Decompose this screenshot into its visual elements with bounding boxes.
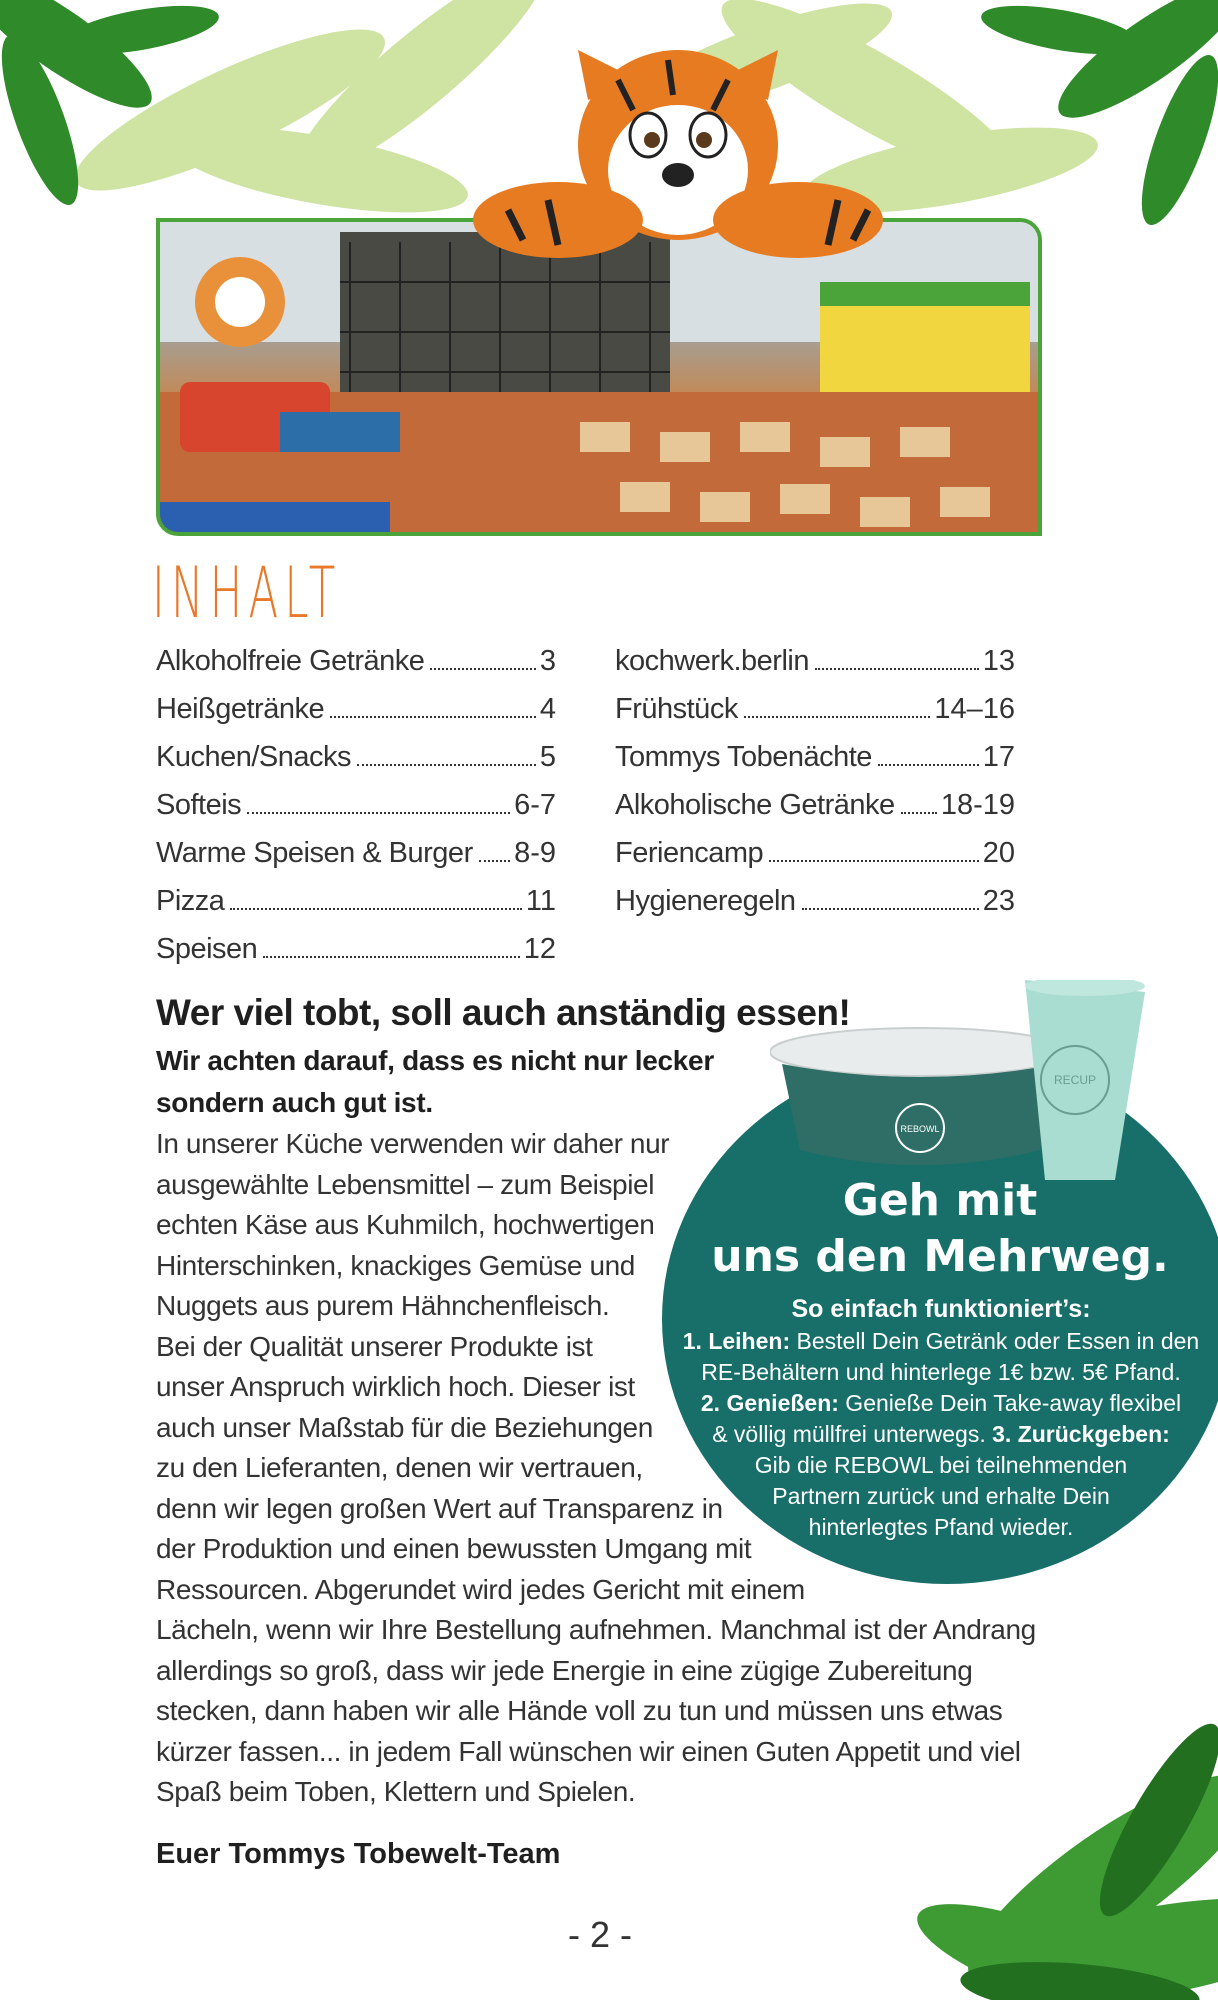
toc-entry-label: Feriencamp [615,837,764,869]
intro-body-line: unser Anspruch wirklich hoch. Dieser ist [156,1371,635,1402]
toc-leader-dots [230,907,521,910]
intro-body-line: auch unser Maßstab für die Beziehungen [156,1411,653,1443]
signature: Euer Tommys Tobewelt-Team [156,1838,561,1870]
toc-leader-dots [744,715,931,718]
toc-entry-label: kochwerk.berlin [615,645,809,677]
toc-title: INHALT [152,552,342,634]
intro-body-line: Bei der Qualität unserer Produkte ist [156,1330,593,1362]
toc-leader-dots [263,955,519,958]
mehrweg-title-line-2: uns den Mehrweg. [711,1231,1169,1282]
intro-body-line: ausgewählte Lebensmittel – zum Beispiel [156,1168,655,1200]
intro-body-line: der Produktion und einen bewussten Umgang mit [156,1533,752,1564]
intro-body-line: echten Käse aus Kuhmilch, hochwertigen [156,1209,655,1240]
step2-text-b: & völlig müllfrei unterwegs. [712,1421,986,1447]
intro-headline: Wer viel tobt, soll auch anständig essen! [156,992,851,1033]
mehrweg-subtitle: So einfach funktioniert’s: [791,1295,1091,1323]
step2-line-1 [668,1388,1214,1419]
intro-body-line: kürzer fassen... in jedem Fall wünschen wir einen Guten Appetit und viel [156,1735,1021,1767]
step1-line-2: RE-Behältern und hinterlege 1€ bzw. 5€ Pfand. [701,1359,1181,1385]
step1-line-1 [668,1326,1214,1357]
step3-line-2: Partnern zurück und erhalte Dein [772,1483,1110,1509]
toc-entry-label: Hygieneregeln [615,885,796,917]
intro-body-line: In unserer Küche verwenden wir daher nur [156,1128,670,1159]
toc-entry [156,693,556,741]
toc-entry [615,837,1015,885]
toc-entry-page: 23 [982,885,1015,917]
toc-left-column [156,645,556,981]
toc-entry-label: Heißgetränke [156,693,325,725]
toc-entry-page: 12 [523,933,556,965]
toc-entry-page: 14–16 [934,693,1015,725]
toc-leader-dots [901,811,937,814]
toc-entry [156,933,556,981]
toc-entry-page: 3 [539,645,556,677]
toc-entry-page: 8-9 [514,837,556,869]
toc-leader-dots [330,715,536,718]
tiger-mascot-image [468,40,908,290]
toc-entry [615,885,1015,933]
step2-line-2 [668,1419,1214,1450]
toc-entry-label: Tommys Tobenächte [615,741,872,773]
toc-entry [156,837,556,885]
toc-entry-page: 6-7 [514,789,556,821]
mehrweg-title-line-1: Geh mit [842,1175,1038,1226]
toc-entry-label: Alkoholfreie Getränke [156,645,425,677]
step2-text-a: Genieße Dein Take-away flexibel [838,1390,1182,1416]
toc-leader-dots [815,667,979,670]
toc-entry-page: 17 [982,741,1015,773]
intro-body-line: Hinterschinken, knackiges Gemüse und [156,1249,635,1281]
toc-leader-dots [357,763,536,766]
toc-entry-label: Kuchen/Snacks [156,741,352,773]
toc-entry-label: Pizza [156,885,225,917]
toc-entry [156,885,556,933]
toc-entry-label: Alkoholische Getränke [615,789,895,821]
toc-entry-page: 13 [982,645,1015,677]
step2-label: 2. Genießen: [700,1390,839,1416]
page-number: - 2 - [567,1914,632,1955]
toc-entry-page: 5 [539,741,556,773]
toc-leader-dots [479,859,510,862]
toc-leader-dots [802,907,979,910]
step1-label: 1. Leihen: [682,1328,791,1354]
toc-entry [615,645,1015,693]
intro-body-line: stecken, dann haben wir alle Hände voll zu tun und müssen uns etwas [156,1695,1003,1726]
rebowl-label: REBOWL [900,1124,940,1134]
step3-label: 3. Zurückgeben: [985,1421,1170,1447]
step3-line-3: hinterlegtes Pfand wieder. [808,1514,1074,1540]
toc-entry-label: Softeis [156,789,242,821]
recup-label: RECUP [1053,1073,1097,1087]
toc-leader-dots [430,667,535,670]
toc-entry-page: 18-19 [940,789,1015,821]
intro-body-line: Spaß beim Toben, Klettern und Spielen. [156,1776,636,1807]
intro-subheadline [156,1040,716,1124]
toc-right-column [615,645,1015,933]
intro-body-line: Lächeln, wenn wir Ihre Bestellung aufnehmen. Manchmal ist der Andrang [156,1614,1036,1645]
toc-entry-label: Speisen [156,933,258,965]
intro-body-line: zu den Lieferanten, denen wir vertrauen, [156,1452,643,1483]
intro-subheadline-line-1: Wir achten darauf, dass es nicht nur lecker [156,1045,714,1076]
toc-entry-page: 4 [539,693,556,725]
toc-entry [156,645,556,693]
toc-entry-page: 20 [982,837,1015,869]
toc-entry [615,789,1015,837]
toc-entry [156,789,556,837]
toc-leader-dots [769,859,979,862]
rebowl-recup-product-image [770,980,1150,1180]
toc-leader-dots [878,763,979,766]
intro-body-line: Nuggets aus purem Hähnchenfleisch. [156,1290,610,1321]
toc-leader-dots [247,811,510,814]
toc-entry [615,741,1015,789]
toc-entry-label: Frühstück [615,693,738,725]
intro-body-line: Ressourcen. Abgerundet wird jedes Gericht mit einem [156,1573,805,1605]
step3-line-1: Gib die REBOWL bei teilnehmenden [754,1452,1128,1478]
intro-body-line: denn wir legen großen Wert auf Transparenz in [156,1492,723,1524]
intro-body-line: allerdings so groß, dass wir jede Energie in eine zügige Zubereitung [156,1654,973,1686]
toc-entry-page: 11 [525,885,556,917]
toc-entry [156,741,556,789]
intro-subheadline-line-2: sondern auch gut ist. [156,1087,433,1118]
mehrweg-steps [668,1326,1214,1543]
toc-entry [615,693,1015,741]
step1-text-a: Bestell Dein Getränk oder Essen in den [790,1328,1200,1354]
toc-entry-label: Warme Speisen & Burger [156,837,473,869]
